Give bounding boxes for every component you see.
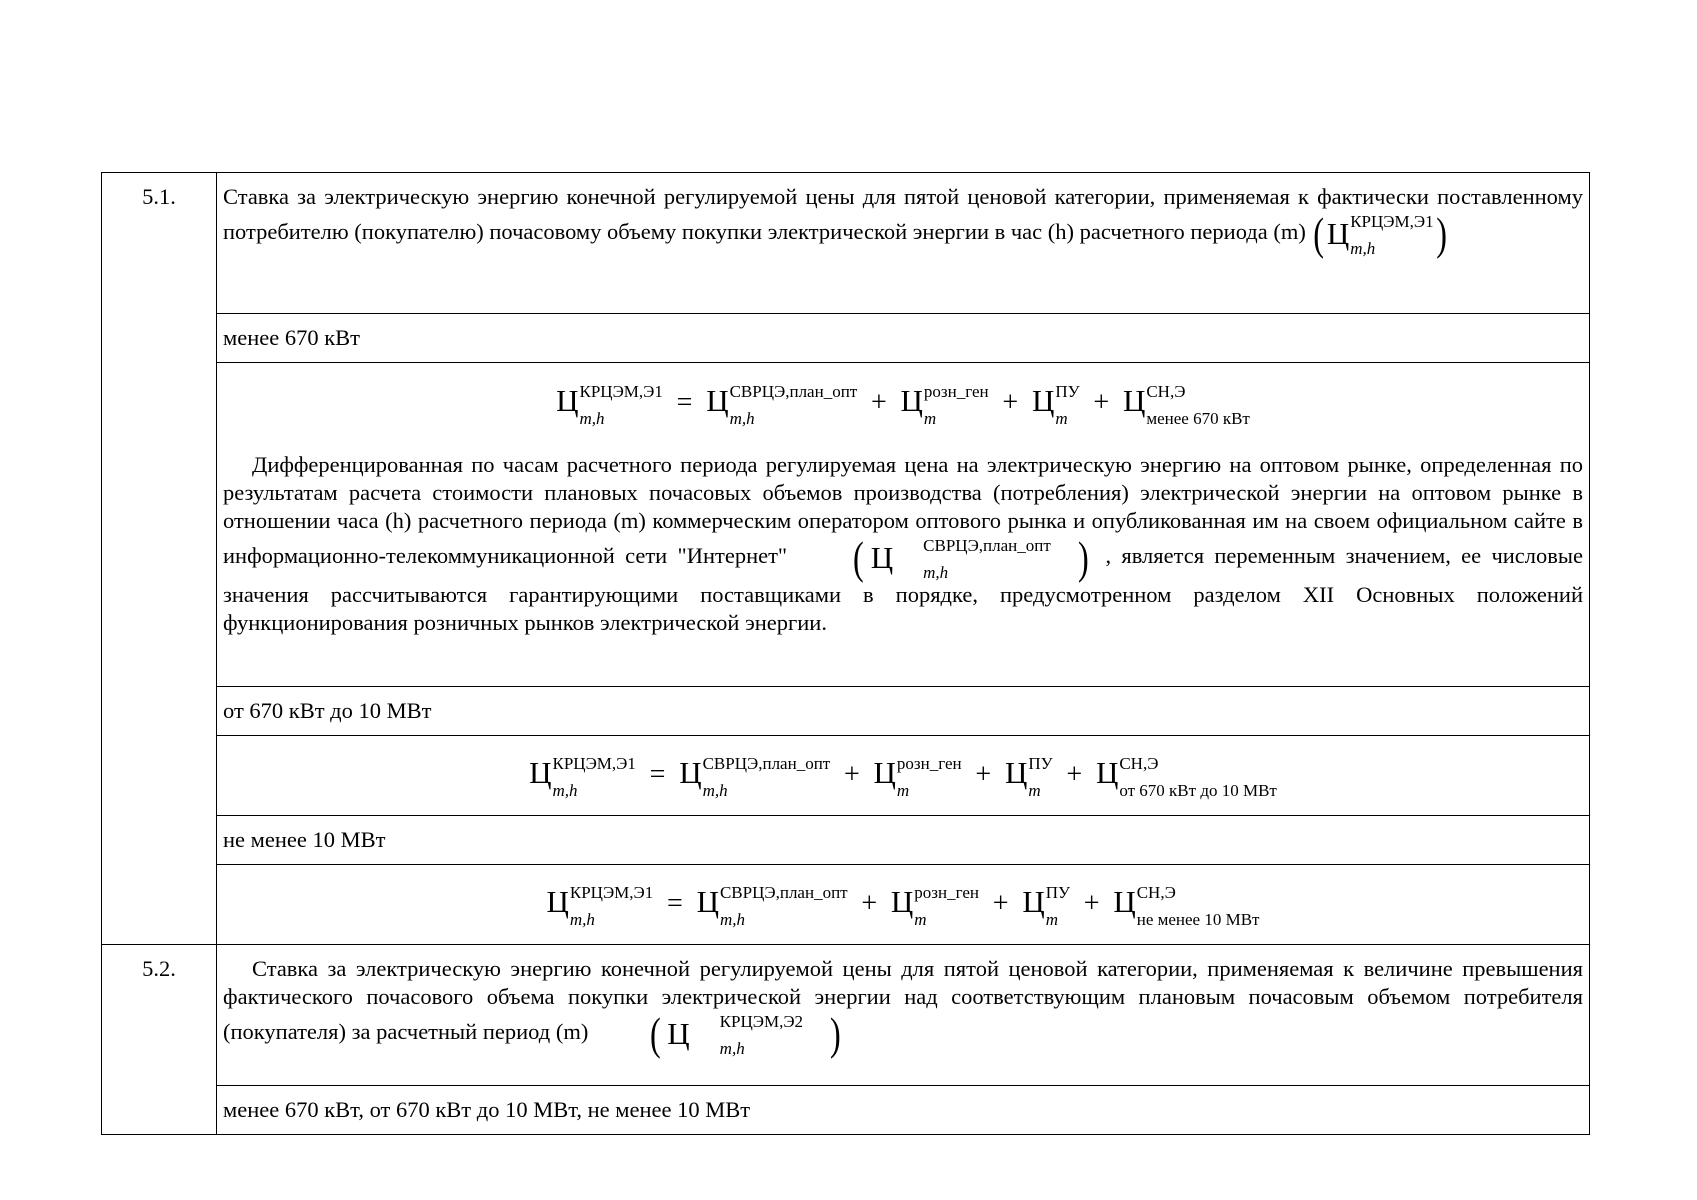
formula-expression	[546, 882, 1260, 929]
plus-sign: +	[861, 887, 878, 919]
section-5-1-title	[217, 173, 1590, 314]
paren-open: (	[649, 1008, 661, 1059]
section-5-2-title	[217, 945, 1590, 1086]
subscript: m	[914, 909, 927, 929]
superscript: СН,Э	[1119, 753, 1159, 773]
section-number-5-1: 5.1.	[102, 173, 217, 945]
formula-1	[223, 373, 1583, 435]
price-symbol: Ц	[696, 883, 719, 919]
subscript: m,h	[719, 1039, 745, 1058]
subscript: m,h	[1350, 239, 1376, 258]
section-number-5-2: 5.2.	[102, 945, 217, 1135]
table-row	[102, 1086, 1590, 1135]
table-row	[102, 945, 1590, 1086]
section-5-2-title-symbol	[594, 1008, 847, 1059]
description-text: Дифференцированная по часам расчетного периода регулируемая цена на электрическую энергию на оптовом рынке, определенная по результатам расчета стоимости плановых почасовых объемов производства (потребления) электрической энергии на оптовом рынке в отношении часа (h) расчетного периода (m) коммерческим оператором оптового рынка и опубликованная им на своем официальном сайте в информационно-телекоммуникационной сети "Интернет"	[223, 452, 1583, 569]
price-symbol: Ц	[706, 383, 729, 418]
superscript: розн_ген	[914, 882, 980, 902]
plus-sign: +	[1066, 758, 1083, 790]
index-stack	[719, 882, 848, 929]
table-row	[102, 363, 1590, 687]
index-stack	[1055, 381, 1080, 428]
subscript: m	[1045, 909, 1058, 929]
price-symbol: Ц	[667, 1016, 690, 1051]
plus-sign: +	[1083, 887, 1100, 919]
superscript: КРЦЭМ,Э1	[579, 381, 663, 401]
description-text: , является переменным значением, ее числовые значения рассчитываются гарантирующими поставщиками в порядке, предусмотренном разделом XII Основных положений функционирования розничных рынков электрической энергии.	[223, 543, 1583, 635]
plus-sign: +	[843, 758, 860, 790]
index-stack	[569, 882, 654, 929]
superscript: СВРЦЭ,план_опт	[923, 536, 1051, 555]
index-stack	[896, 753, 962, 800]
index-stack	[579, 381, 663, 428]
price-symbol: Ц	[556, 383, 579, 418]
section-5-2-title-text: Ставка за электрическую энергию конечной регулируемой цены для пятой ценовой категории, применяемая к величине превышения фактического почасового объема покупки электрической энергии над соответствующим плановым почасовым объемом потребителя (покупателя) за расчетный период (m)	[223, 956, 1583, 1045]
subscript: m,h	[702, 780, 728, 800]
subscript: менее 670 кВт	[1146, 408, 1250, 428]
range-label: менее 670 кВт	[217, 314, 1590, 363]
superscript: розн_ген	[923, 381, 989, 401]
superscript: СВРЦЭ,план_опт	[702, 753, 831, 773]
price-symbol: Ц	[529, 754, 552, 790]
superscript: СН,Э	[1136, 882, 1176, 902]
description-paragraph	[223, 451, 1583, 637]
plus-sign: +	[1002, 387, 1019, 418]
subscript: m,h	[719, 909, 745, 929]
index-stack	[1146, 381, 1250, 428]
paren-close: )	[830, 1008, 841, 1059]
price-symbol: Ц	[1022, 883, 1045, 919]
table-row	[102, 314, 1590, 363]
plus-sign: +	[1093, 387, 1110, 418]
price-symbol: Ц	[1113, 883, 1136, 919]
superscript: ПУ	[1055, 381, 1080, 401]
price-symbol: Ц	[546, 883, 569, 919]
plus-sign: +	[992, 887, 1009, 919]
equals-sign: =	[649, 758, 666, 790]
subscript: от 670 кВт до 10 МВт	[1119, 780, 1277, 800]
superscript: ПУ	[1028, 753, 1053, 773]
price-symbol: Ц	[870, 540, 894, 575]
price-symbol: Ц	[1326, 216, 1350, 251]
formula-and-description-cell	[217, 363, 1590, 687]
subscript: m,h	[923, 563, 949, 582]
table-row	[102, 736, 1590, 816]
price-symbol: Ц	[1122, 383, 1146, 418]
formula-expression	[556, 381, 1250, 428]
price-symbol: Ц	[679, 754, 702, 790]
index-stack	[1028, 753, 1053, 800]
index-stack	[702, 753, 831, 800]
range-label: от 670 кВт до 10 МВт	[217, 687, 1590, 736]
section-5-1-title-text: Ставка за электрическую энергию конечной регулируемой цены для пятой ценовой категории, применяемая к фактически поставленному потребителю (покупателю) почасовому объему покупки электрической энергии в час (h) расчетного периода (m)	[223, 184, 1583, 245]
table-row	[102, 173, 1590, 314]
index-stack	[729, 381, 858, 428]
plus-sign: +	[870, 387, 887, 418]
price-symbol: Ц	[1031, 383, 1055, 418]
formula-2	[217, 736, 1590, 816]
price-symbol: Ц	[1095, 754, 1119, 790]
index-stack	[894, 536, 1051, 582]
superscript: СВРЦЭ,план_опт	[729, 381, 858, 401]
subscript: m,h	[729, 408, 755, 428]
subscript: m	[923, 408, 937, 428]
paren-open: (	[1313, 208, 1325, 259]
index-stack	[552, 753, 636, 800]
table-row	[102, 687, 1590, 736]
index-stack	[1136, 882, 1260, 929]
subscript: m	[1055, 408, 1068, 428]
price-symbol: Ц	[1004, 754, 1028, 790]
superscript: СВРЦЭ,план_опт	[719, 882, 848, 902]
index-stack	[1119, 753, 1277, 800]
subscript: m,h	[579, 408, 605, 428]
range-label: менее 670 кВт, от 670 кВт до 10 МВт, не менее 10 МВт	[217, 1086, 1590, 1135]
tariff-table	[101, 172, 1590, 1135]
equals-sign: =	[667, 887, 683, 919]
superscript: КРЦЭМ,Э1	[1350, 212, 1434, 231]
section-5-1-title-symbol	[1311, 208, 1448, 259]
superscript: розн_ген	[896, 753, 962, 773]
index-stack	[1045, 882, 1071, 929]
subscript: m,h	[569, 909, 595, 929]
index-stack	[914, 882, 980, 929]
superscript: СН,Э	[1146, 381, 1186, 401]
plus-sign: +	[975, 758, 992, 790]
subscript: m	[896, 780, 910, 800]
superscript: КРЦЭМ,Э2	[719, 1012, 804, 1031]
superscript: КРЦЭМ,Э1	[569, 882, 654, 902]
price-symbol: Ц	[890, 883, 914, 919]
paren-close: )	[1435, 208, 1447, 259]
paren-open: (	[853, 532, 865, 583]
equals-sign: =	[676, 387, 693, 418]
formula-3	[217, 865, 1590, 945]
description-symbol	[797, 532, 1095, 583]
paren-close: )	[1077, 532, 1089, 583]
price-symbol: Ц	[900, 383, 923, 418]
formula-expression	[529, 753, 1277, 800]
superscript: КРЦЭМ,Э1	[552, 753, 636, 773]
subscript: m,h	[552, 780, 578, 800]
index-stack	[691, 1012, 804, 1058]
index-stack	[1350, 212, 1434, 258]
price-symbol: Ц	[873, 754, 896, 790]
index-stack	[923, 381, 989, 428]
table-row	[102, 865, 1590, 945]
table-row	[102, 816, 1590, 865]
superscript: ПУ	[1045, 882, 1071, 902]
subscript: m	[1028, 780, 1041, 800]
range-label: не менее 10 МВт	[217, 816, 1590, 865]
subscript: не менее 10 МВт	[1136, 909, 1260, 929]
